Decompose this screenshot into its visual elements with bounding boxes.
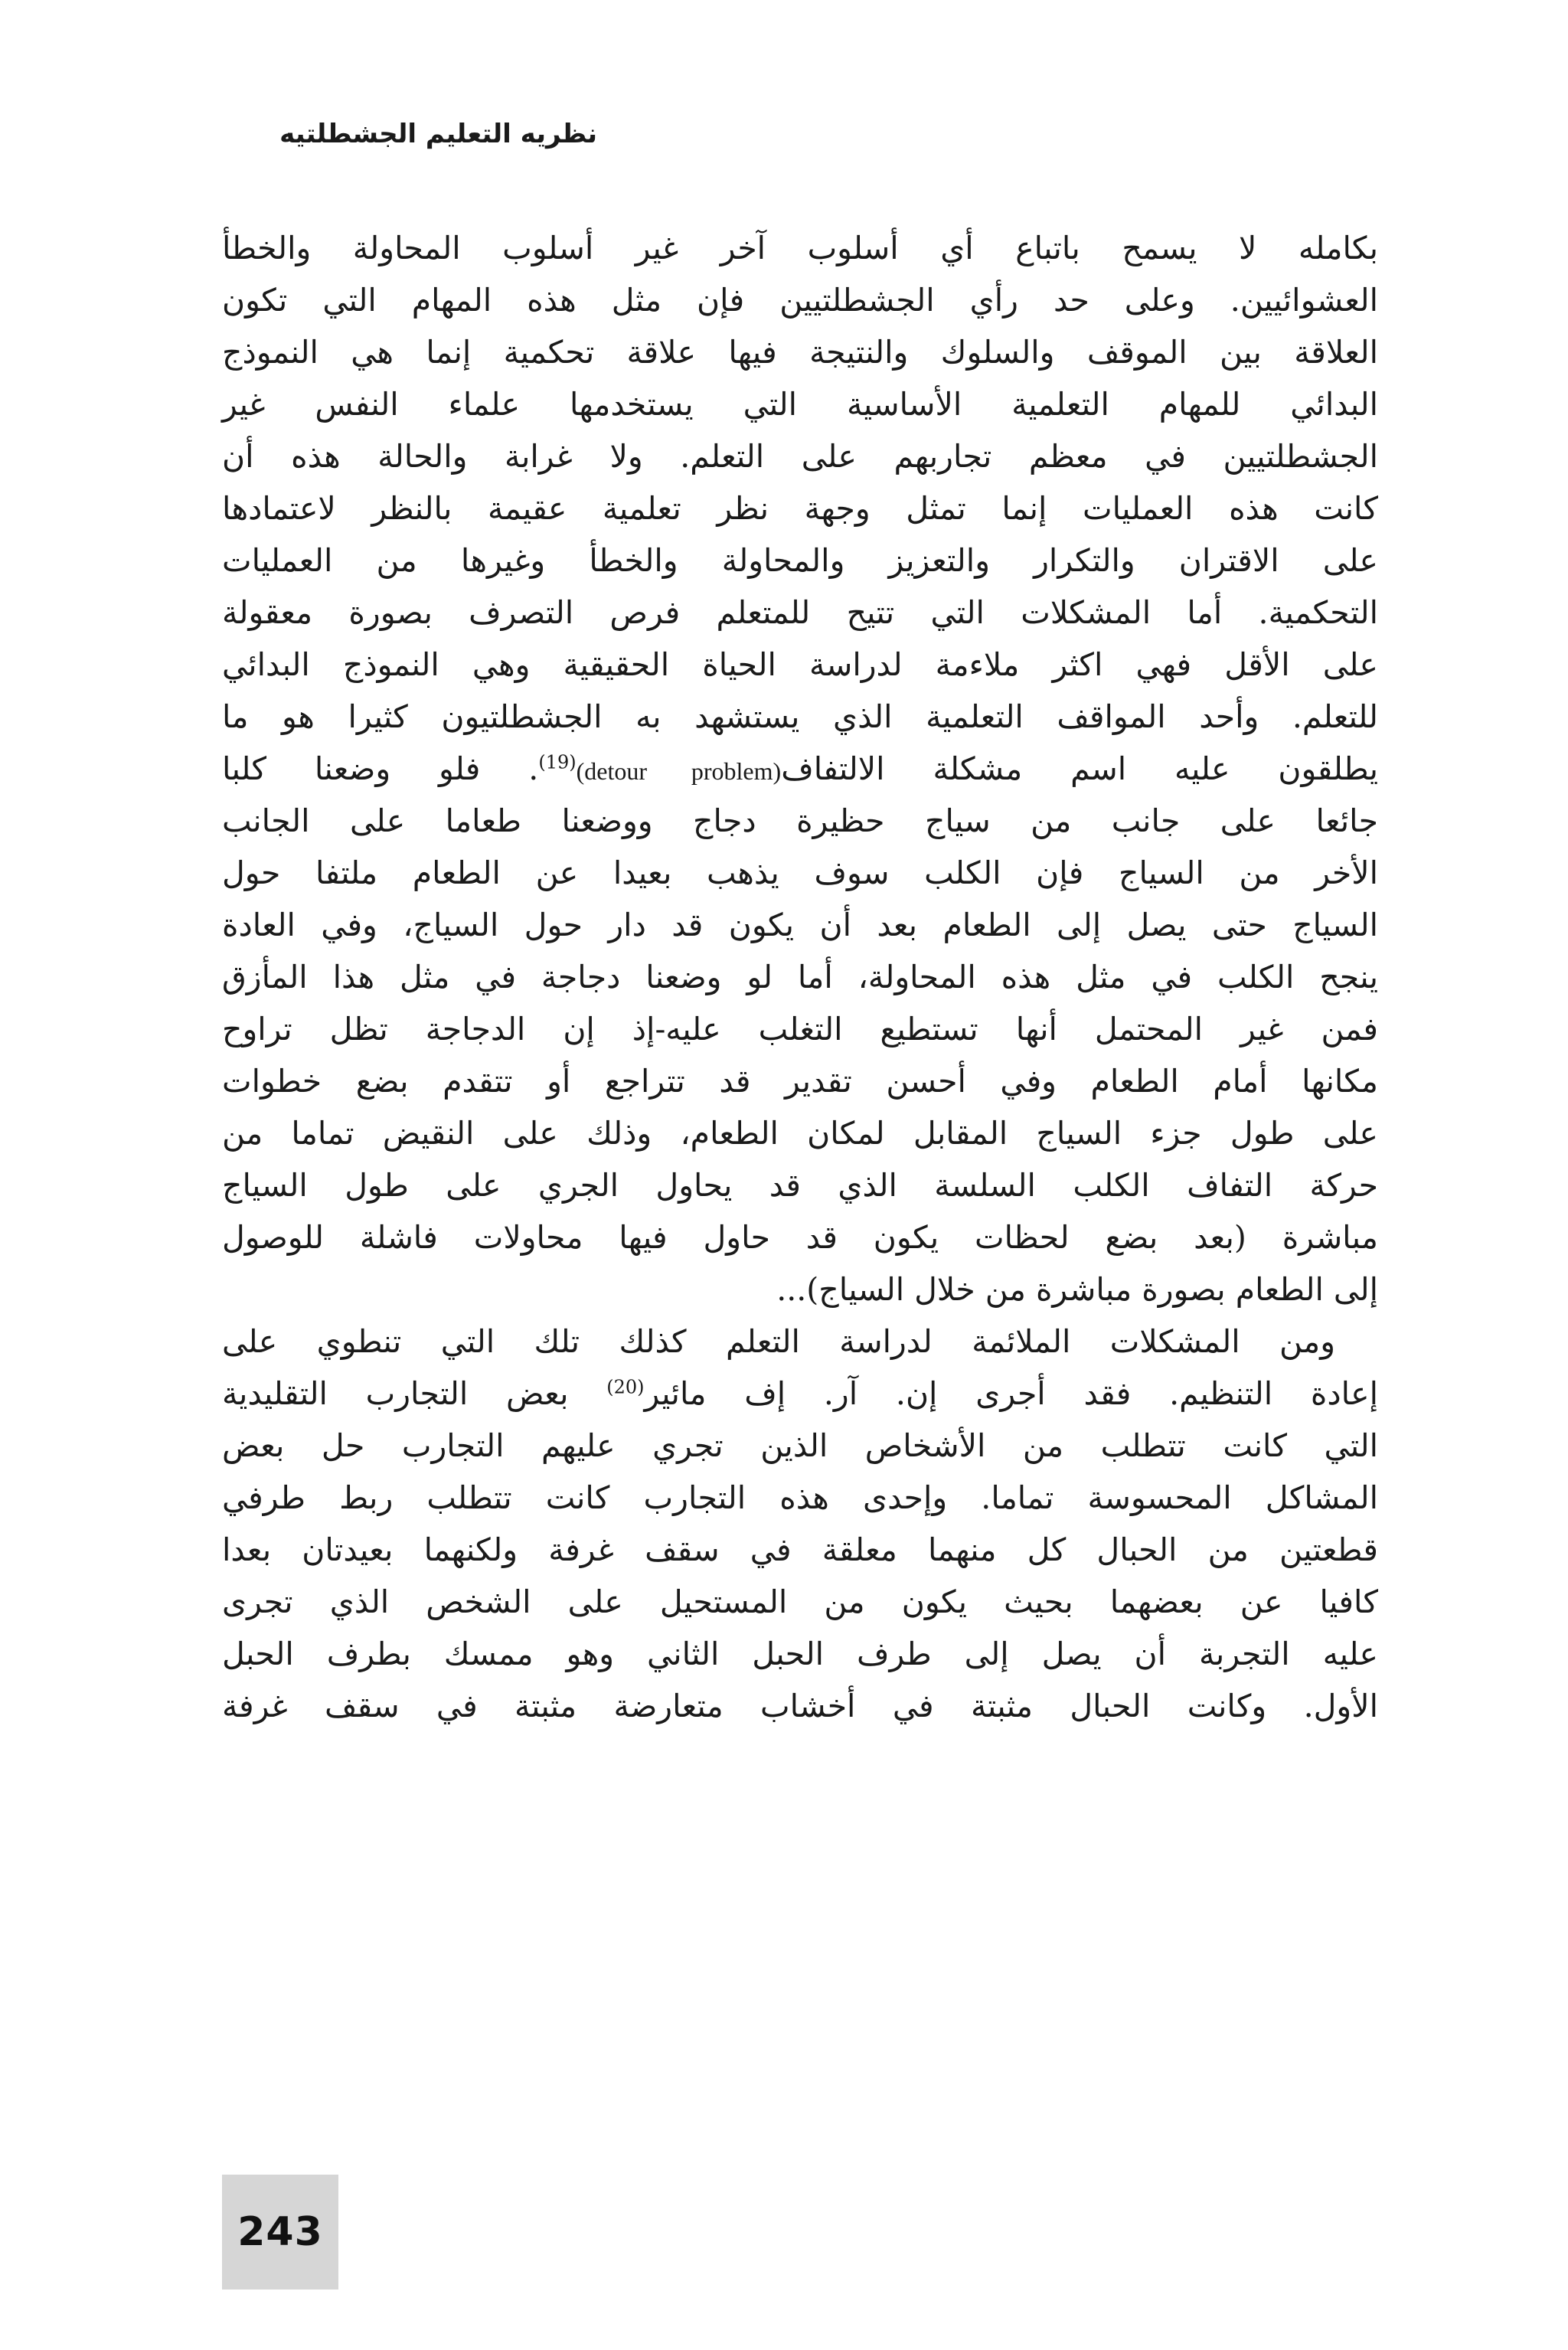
text-line-with-footnote — [222, 1368, 1378, 1420]
page-number-box — [222, 2175, 338, 2290]
english-term: (detour problem) — [576, 757, 782, 785]
text-line: على الاقتران والتكرار والتعزيز والمحاولة والخطأ وغيرها من العمليات — [222, 542, 1378, 579]
text-line-with-footnote — [222, 743, 1378, 795]
text-line: كافيا عن بعضهما بحيث يكون من المستحيل على الشخص الذي تجرى — [222, 1584, 1378, 1620]
text-line: مباشرة (بعد بضع لحظات يكون قد حاول فيها محاولات فاشلة للوصول — [222, 1219, 1378, 1256]
text-line: التي كانت تتطلب من الأشخاص الذين تجري عليهم التجارب حل بعض — [222, 1427, 1378, 1464]
text-line: قطعتين من الحبال كل منهما معلقة في سقف غرفة ولكنهما بعيدتان بعدا — [222, 1531, 1378, 1568]
text-line: السياج حتى يصل إلى الطعام بعد أن يكون قد دار حول السياج، وفي العادة — [222, 907, 1378, 943]
text-line: الجشطلتيين في معظم تجاربهم على التعلم. ولا غرابة والحالة هذه أن — [222, 438, 1378, 475]
text-line: العلاقة بين الموقف والسلوك والنتيجة فيها علاقة تحكمية إنما هي النموذج — [222, 334, 1378, 371]
text-line: على طول جزء السياج المقابل لمكان الطعام، وذلك على النقيض تماما من — [222, 1115, 1378, 1152]
text-segment: . فلو وضعنا كلبا — [222, 750, 539, 787]
footnote-ref: (19) — [538, 751, 577, 773]
footnote-ref: (20) — [606, 1376, 645, 1398]
text-line: فمن غير المحتمل أنها تستطيع التغلب عليه-إذ إن الدجاجة تظل تراوح — [222, 1011, 1378, 1048]
text-line: البدائي للمهام التعلمية الأساسية التي يستخدمها علماء النفس غير — [222, 386, 1378, 423]
text-line: مكانها أمام الطعام وفي أحسن تقدير قد تتراجع أو تتقدم بضع خطوات — [222, 1063, 1378, 1100]
running-header: نظريه التعليم الجشطلتيه — [279, 119, 597, 149]
text-line: بكامله لا يسمح باتباع أي أسلوب آخر غير أسلوب المحاولة والخطأ — [222, 230, 1378, 266]
text-segment: بعض التجارب التقليدية — [222, 1375, 607, 1412]
text-line: المشاكل المحسوسة تماما. وإحدى هذه التجارب كانت تتطلب ربط طرفي — [222, 1479, 1378, 1516]
text-line: الأخر من السياج فإن الكلب سوف يذهب بعيدا عن الطعام ملتفا حول — [222, 855, 1378, 891]
text-line: جائعا على جانب من سياج حظيرة دجاج ووضعنا طعاما على الجانب — [222, 802, 1378, 839]
text-segment: يطلقون عليه اسم مشكلة الالتفاف — [781, 750, 1379, 787]
paragraph-start-line: ومن المشكلات الملائمة لدراسة التعلم كذلك تلك التي تنطوي على — [222, 1323, 1335, 1360]
text-line: العشوائيين. وعلى حد رأي الجشطلتيين فإن مثل هذه المهام التي تكون — [222, 282, 1378, 319]
text-line: على الأقل فهي اكثر ملاءمة لدراسة الحياة الحقيقية وهي النموذج البدائي — [222, 646, 1378, 683]
text-line: للتعلم. وأحد المواقف التعلمية الذي يستشهد به الجشطلتيون كثيرا هو ما — [222, 698, 1378, 735]
body-text — [222, 222, 1378, 1732]
text-line: كانت هذه العمليات إنما تمثل وجهة نظر تعلمية عقيمة بالنظر لاعتمادها — [222, 490, 1378, 527]
text-line: حركة التفاف الكلب السلسة الذي قد يحاول الجري على طول السياج — [222, 1167, 1378, 1204]
text-segment: إعادة التنظيم. فقد أجرى إن. آر. إف مائير — [644, 1375, 1378, 1412]
paragraph-end-line: إلى الطعام بصورة مباشرة من خلال السياج)... — [776, 1271, 1378, 1308]
page-number: 243 — [237, 2209, 323, 2255]
text-line: ينجح الكلب في مثل هذه المحاولة، أما لو وضعنا دجاجة في مثل هذا المأزق — [222, 959, 1378, 995]
text-line: الأول. وكانت الحبال مثبتة في أخشاب متعارضة مثبتة في سقف غرفة — [222, 1688, 1378, 1724]
text-line: التحكمية. أما المشكلات التي تتيح للمتعلم فرص التصرف بصورة معقولة — [222, 594, 1378, 631]
text-line: عليه التجربة أن يصل إلى طرف الحبل الثاني وهو ممسك بطرف الحبل — [222, 1636, 1378, 1672]
